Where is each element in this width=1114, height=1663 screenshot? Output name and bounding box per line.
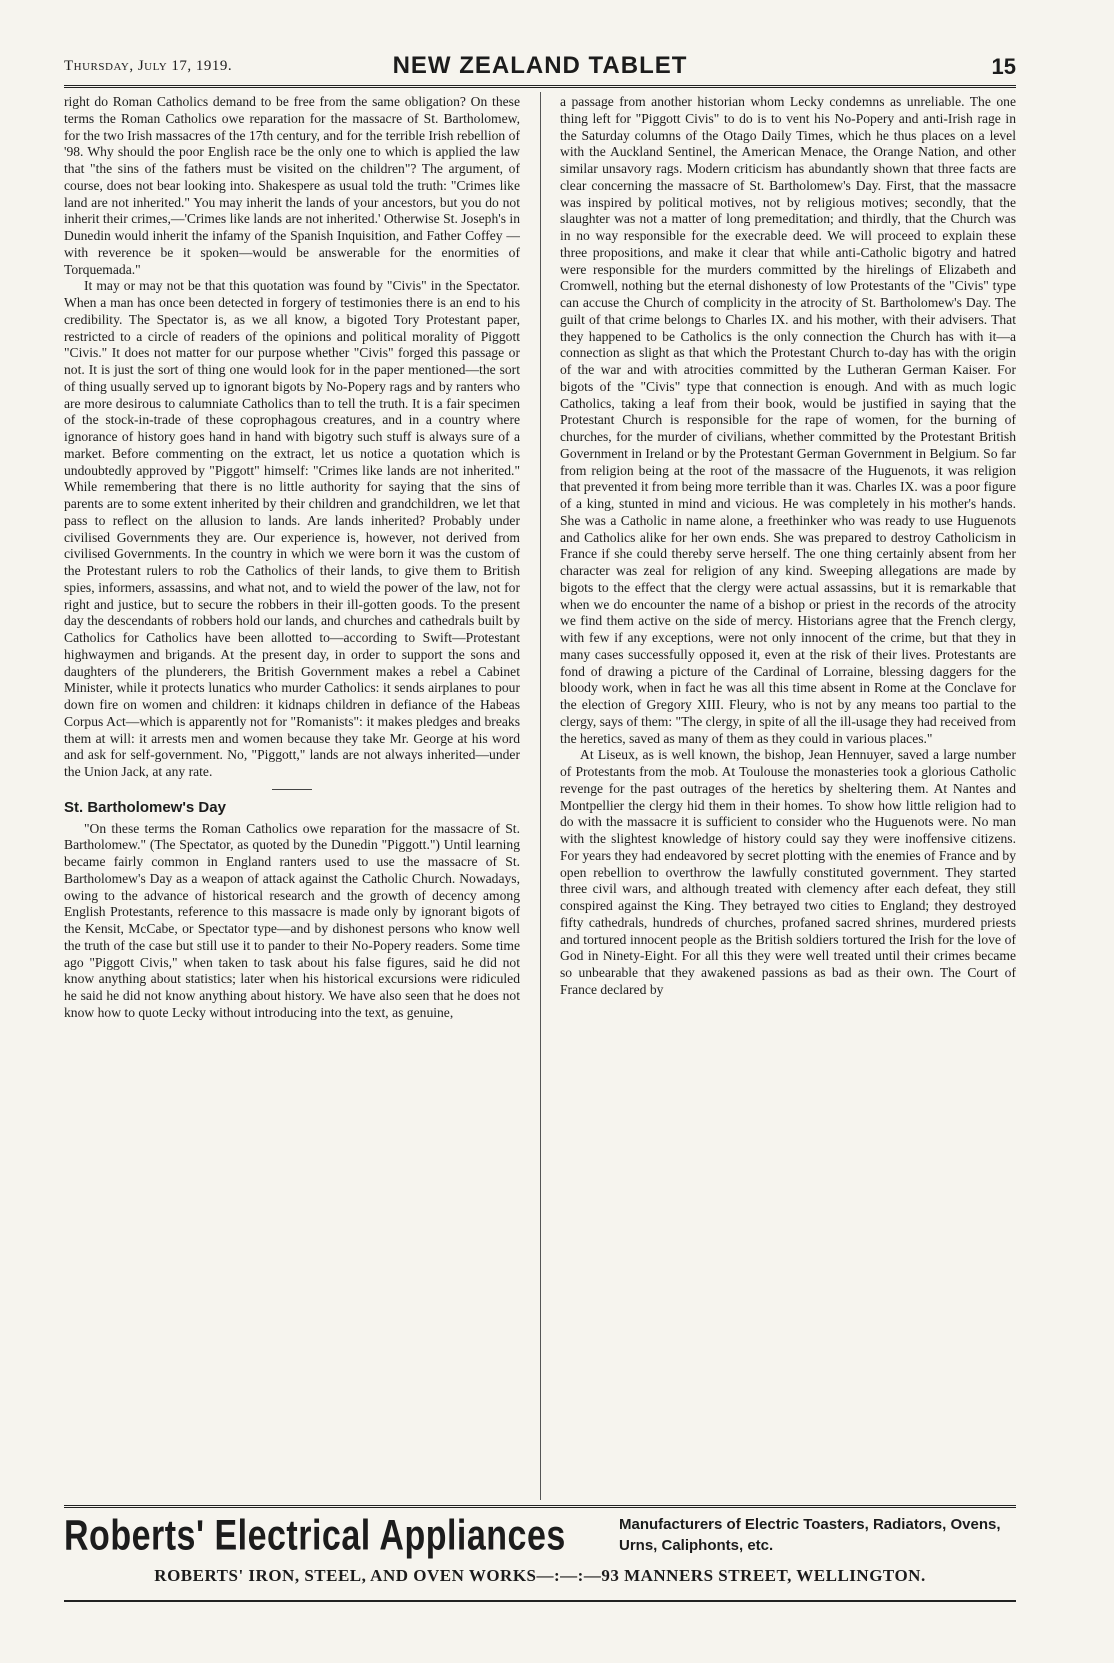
header-rule — [64, 85, 1016, 88]
footer-rule — [64, 1600, 1016, 1602]
advertiser-name: Roberts' Electrical Appliances — [64, 1512, 566, 1560]
page-header — [64, 52, 1016, 82]
advertisement-rule — [64, 1505, 1016, 1508]
left-column — [64, 94, 520, 1498]
advertisement-banner — [64, 1512, 1016, 1602]
advertiser-address: ROBERTS' IRON, STEEL, AND OVEN WORKS—:—:—93 MANNERS STREET, WELLINGTON. — [154, 1566, 926, 1585]
issue-date: Thursday, July 17, 1919. — [64, 58, 233, 74]
article-paragraph: right do Roman Catholics demand to be free from the same obligation? On these terms the Roman Catholics owe reparation for the massacre of St. Bartholomew, for the two Irish massacres of the 17th century, and for the terrible Irish rebellion of '98. Why should the poor English race be the only one to which is applied the law that "the sins of the fathers must be visited on the children"? The argument, of course, does not bear looking into. Shakespere as usual told the truth: "Crimes like land are not inherited." You may inherit the lands of your ancestors, but you do not inherit their crimes,—'Crimes like lands are not inherited.' Otherwise St. Joseph's in Dunedin would inherit the infamy of the Spanish Inquisition, and Father Coffey —with reverence be it spoken—would be answerable for the enormities of Torquemada." — [64, 94, 520, 277]
page-number: 15 — [991, 54, 1016, 79]
section-separator — [272, 789, 312, 790]
masthead-title: NEW ZEALAND TABLET — [392, 52, 688, 79]
article-paragraph: "On these terms the Roman Catholics owe reparation for the massacre of St. Bartholomew." (The Spectator, as quoted by the Dunedin "Piggott.") Until learning became fairly common in England ranters used to use the massacre of St. Bartholomew's Day as a weapon of attack against the Catholic Church. Nowadays, owing to the advance of historical research and the growth of decency among English Protestants, reference to this massacre is made only by ignorant bigots of the Kensit, McCabe, or Spectator type—and by dishonest persons who know well the truth of the case but still use it to pander to their No-Popery readers. Some time ago "Piggott Civis," when taken to task about his false figures, said he did not know anything about statistics; later when his historical excursions were ridiculed he said he did not know anything about history. We have also seen that he does not know how to quote Lecky without introducing into the text, as genuine, — [64, 820, 520, 1020]
column-divider — [540, 92, 541, 1500]
right-column — [560, 94, 1016, 1498]
article-paragraph: At Liseux, as is well known, the bishop, Jean Hennuyer, saved a large number of Protestants from the mob. At Toulouse the monasteries took a glorious Catholic revenge for the past outrages of the heretics by sheltering them. At Nantes and Montpellier the clergy hid them in their homes. To show how little religion had to do with the massacre it is sufficient to consider who the Huguenots were. No man with the slightest knowledge of history could say they were inoffensive citizens. For years they had endeavored by secret plotting with the enemies of France and by open rebellion to overthrow the lawfully constituted government. They started three civil wars, and although treated with clemency after each defeat, they still conspired against the King. They betrayed two cities to England; they destroyed fifty cathedrals, hundreds of churches, profaned sacred shrines, murdered priests and tortured innocent people as the British soldiers tortured the Irish for the love of God in Ninety-Eight. For all this they were well treated until their crimes became so unbearable that they awakened passions as bad as their own. The Court of France declared by — [560, 747, 1016, 997]
advertiser-tagline: Manufacturers of Electric Toasters, Radiators, Ovens, Urns, Caliphonts, etc. — [619, 1516, 1001, 1554]
article-paragraph: a passage from another historian whom Lecky condemns as unreliable. The one thing left for "Piggott Civis" to do is to vent his No-Popery and anti-Irish rage in the Saturday columns of the Otago Daily Times, which he thus places on a level with the Auckland Sentinel, the American Menace, the Orange Nation, and other similar unsavory rags. Modern criticism has abundantly shown that three facts are clear concerning the massacre of St. Bartholomew's Day. First, that the massacre was inspired by political motives, not by religious motives; secondly, that the slaughter was not a matter of long premeditation; and thirdly, that the Church was in no way responsible for the execrable deed. We will proceed to explain these three propositions, and make it clear that while anti-Catholic bigotry and hatred were responsible for the murders committed by the hirelings of Elizabeth and Cromwell, nothing but the eternal dishonesty of low Protestants of the "Civis" type can accuse the Church of complicity in the atrocity of St. Bartholomew's Day. The guilt of that crime belongs to Charles IX. and his mother, with their advisers. That they happened to be Catholics is the only connection the Church has with it—a connection as slight as that which the Protestant Church to-day has with the origin of the war and with atrocities committed by the Lutheran German Kaiser. For bigots of the "Civis" type that connection is enough. And with as much logic Catholics, taking a leaf from their book, would be justified in saying that the Protestant Church is responsible for the rape of women, for the burning of churches, for the murder of civilians, whether committed by the Protestant British Government in Ireland or by the Protestant German Government in Belgium. So far from religion being at the root of the massacre of the Huguenots, it was religion that prevented it from being more terrible than it was. Charles IX. was a poor figure of a king, stunted in mind and vicious. He was completely in his mother's hands. She was a Catholic in name alone, a freethinker who was ready to use Huguenots and Catholics alike for her own ends. She was prepared to destroy Catholicism in France if she could thereby serve herself. The one thing certainly absent from her character was zeal for religion of any kind. Sweeping allegations are made by bigots to the effect that the clergy were actual assassins, but it is remarkable that when we do encounter the name of a bishop or priest in the records of the atrocity we find them active on the side of mercy. Historians agree that the French clergy, with few if any exceptions, were not only innocent of the crime, but that they in many cases successfully opposed it, even at the risk of their lives. Protestants are fond of drawing a picture of the Cardinal of Lorraine, blessing daggers for the bloody work, when in fact he was all this time absent in Rome at the Conclave for the election of Gregory XIII. Fleury, who is not by any means too partial to the clergy, says of them: "The clergy, in spite of all the ill-usage they had received from the heretics, saved as many of them as they could in various places." — [560, 94, 1016, 746]
article-paragraph: It may or may not be that this quotation was found by "Civis" in the Spectator. When a man has once been detected in forgery of testimonies there is an end to his credibility. The Spectator is, as we all know, a bigoted Tory Protestant paper, restricted to a circle of readers of the opinions and political morality of Piggott "Civis." It does not matter for our purpose whether "Civis" forged this passage or not. It is just the sort of thing one would look for in the paper mentioned—the sort of thing usually served up to ignorant bigots by No-Popery rags and by ranters who are more desirous to calumniate Catholics than to tell the truth. It is a fair specimen of the stock-in-trade of these coprophagous creatures, and in a country where ignorance of history goes hand in hand with bigotry such stuff is always sure of a market. Before commenting on the extract, let us notice a quotation which is undoubtedly approved by "Piggott" himself: "Crimes like lands are not inherited." While remembering that there is no little authority for saying that the sins of parents are to some extent inherited by their children and grandchildren, we let that pass to reflect on the allusion to lands. Are lands inherited? Probably under civilised Governments they are. Our experience is, however, not derived from civilised Governments. In the country in which we were born it was the custom of the Protestant rulers to rob the Catholics of their lands, to give them to British spies, informers, assassins, and what not, and to wield the power of the law, not for right and justice, but to secure the robbers in their ill-gotten goods. To the present day the descendants of robbers hold our lands, and churches and cathedrals built by Catholics for Catholics have been allotted to—according to Swift—Protestant highwaymen and brigands. At the present day, in order to support the sons and daughters of the plunderers, the British Government makes a rebel a Cabinet Minister, while it protects lunatics who murder Catholics: it sends airplanes to pour down fire on women and children: it kidnaps children in defiance of the Habeas Corpus Act—which is apparently not for "Romanists": it makes pledges and breaks them at will: it arrests men and women because they take Mr. George at his word and ask for self-government. No, "Piggott," lands are not always inherited—under the Union Jack, at any rate. — [64, 278, 520, 779]
section-heading: St. Bartholomew's Day — [64, 798, 226, 816]
